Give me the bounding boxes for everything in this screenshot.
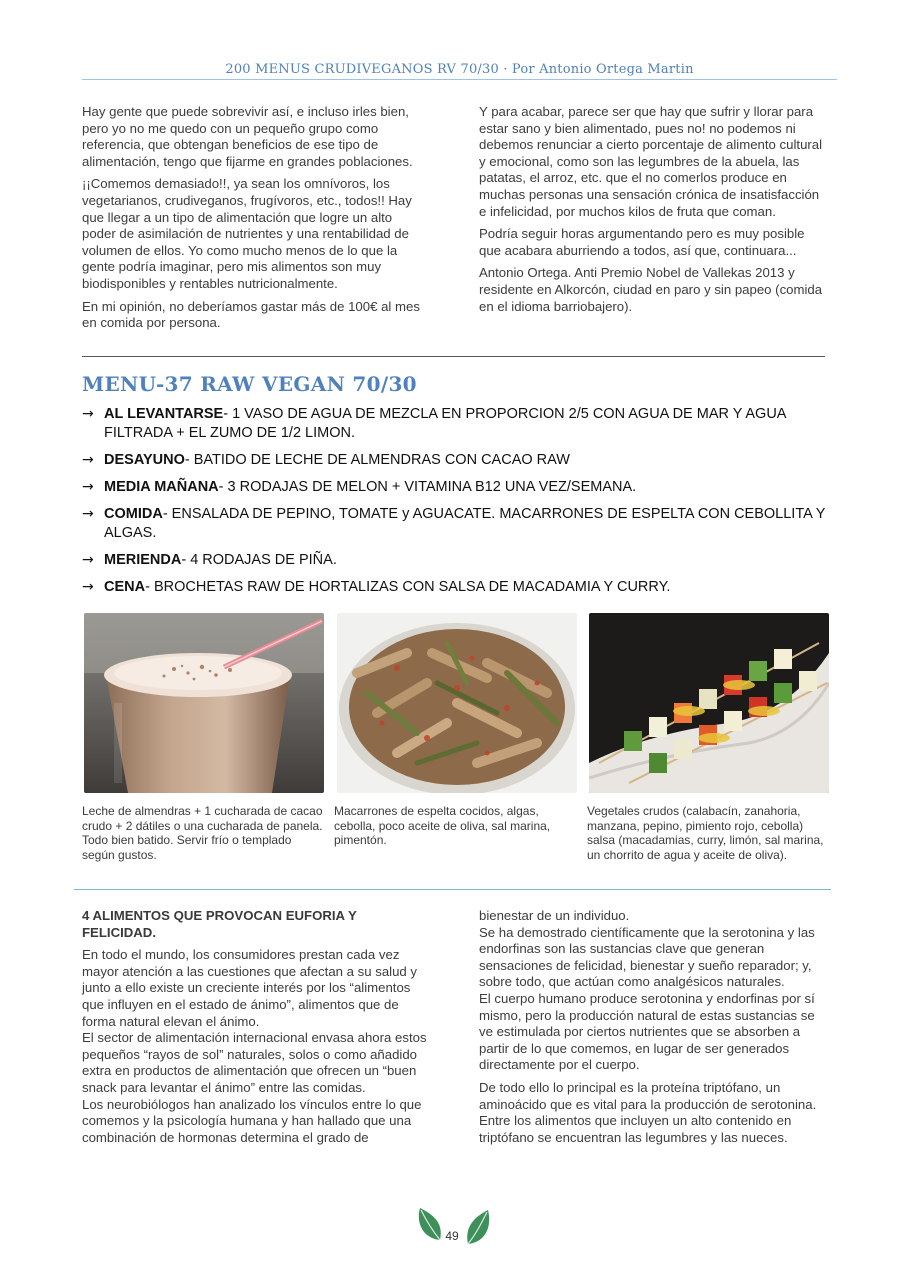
paragraph: Se ha demostrado científicamente que la serotonina y las endorfinas son las sustancias clave que generan sensaciones de felicidad, bienestar y sueño reparador; y, sobre todo, que actúan como analgésicos naturales. (479, 924, 815, 990)
paragraph: El sector de alimentación internacional envasa ahora estos pequeños “rayos de sol” naturales, solos o como añadido extra en productos de alimentación que ofrecen un “buen snack para levantar el ánimo” entre las comidas. (82, 1030, 427, 1095)
paragraph: ¡¡Comemos demasiado!!, ya sean los omnívoros, los vegetarianos, crudiveganos, frugívoros, etc., todos!! Hay que llegar a un tipo de alimentación que logre un alto poder de asimilación de nutrientes y una rentabilidad de volumen de ellos. Yo como mucho menos de lo que la gente podría imaginar, pero mis alimentos son muy biodisponibles y rentables nutricionalmente. (82, 176, 412, 291)
menu-item-key: DESAYUNO (104, 452, 185, 468)
menu-item-key: COMIDA (104, 506, 163, 522)
paragraph: Y para acabar, parece ser que hay que sufrir y llorar para estar sano y bien alimentado, pues no! no podemos ni debemos renunciar a cierto porcentaje de alimento cultural y emocional, como son las legumbres de la abuela, las patatas, el arroz, etc. que el no comerlos produce en muchas personas una sensación crónica de insatisfacción e infelicidad, por muchos kilos de fruta que coman. (479, 104, 823, 219)
paragraph: Hay gente que puede sobrevivir así, e incluso irles bien, pero yo no me quedo con un pequeño grupo como referencia, que obtengan beneficios de ese tipo de alimentación, tengo que fijarme en grandes poblaciones. (82, 104, 413, 169)
section-divider (74, 889, 831, 890)
photo-caption: Leche de almendras + 1 cucharada de cacao crudo + 2 dátiles o una cucharada de panela. Todo bien batido. Servir frío o templado según gustos. (82, 804, 323, 862)
menu-item-key: AL LEVANTARSE (104, 406, 224, 422)
paragraph: De todo ello lo principal es la proteína triptófano, un aminoácido que es vital para la producción de serotonina. Entre los alimentos que incluyen un alto contenido en triptófano se encuentran las legumbres y las nueces. (479, 1079, 817, 1145)
menu-list (82, 405, 832, 605)
photo-almond-milk-shake (84, 613, 324, 793)
photo-spelt-macaroni (337, 613, 577, 793)
arrow-icon: → (82, 552, 94, 568)
intro-left-column (82, 104, 428, 338)
menu-item-text: - ENSALADA DE PEPINO, TOMATE y AGUACATE. MACARRONES DE ESPELTA CON CEBOLLITA Y ALGAS. (104, 506, 826, 541)
menu-item-text: - 3 RODAJAS DE MELON + VITAMINA B12 UNA VEZ/SEMANA. (218, 479, 637, 495)
menu-item-text: - BATIDO DE LECHE DE ALMENDRAS CON CACAO RAW (184, 452, 570, 468)
arrow-icon: → (82, 506, 94, 522)
paragraph: En todo el mundo, los consumidores prestan cada vez mayor atención a las cuestiones que afectan a su salud y junto a ello existe un creciente interés por los “alimentos que influyen en el estado de ánimo”, alimentos que de forma natural elevan el ánimo. (82, 947, 418, 1029)
article-right-column (479, 908, 825, 1152)
arrow-icon: → (82, 406, 94, 422)
photo-caption: Macarrones de espelta cocidos, algas, cebolla, poco aceite de oliva, sal marina, pimentón. (334, 804, 551, 848)
paragraph: El cuerpo humano produce serotonina y endorfinas por sí mismo, pero la producción natural de estas sustancias se ve estimulada por ciertos nutrientes que se absorben a partir de lo que comemos, en lugar de ser generados directamente por el cuerpo. (479, 990, 815, 1073)
intro-right-column (479, 104, 825, 321)
menu-item-key: CENA (104, 579, 146, 595)
paragraph: En mi opinión, no deberíamos gastar más de 100€ al mes en comida por persona. (82, 298, 420, 331)
article-heading: 4 ALIMENTOS QUE PROVOCAN EUFORIA Y FELICIDAD. (82, 908, 357, 940)
menu-item-cena (82, 578, 832, 597)
paragraph: Los neurobiólogos han analizado los vínculos entre lo que comemos y la psicología humana y han hallado que una combinación de hormonas determina el grado de (82, 1096, 422, 1145)
page-number: 49 (445, 1229, 459, 1243)
article-left-column (82, 908, 428, 1146)
photo-vegetable-skewers (589, 613, 829, 793)
header-rule (82, 79, 837, 80)
menu-item-text: - 4 RODAJAS DE PIÑA. (181, 552, 337, 568)
menu-item-desayuno (82, 451, 832, 470)
arrow-icon: → (82, 452, 94, 468)
section-divider (82, 356, 825, 357)
menu-item-key: MEDIA MAÑANA (104, 479, 219, 495)
arrow-icon: → (82, 479, 94, 495)
menu-item-comida (82, 505, 832, 543)
paragraph: Podría seguir horas argumentando pero es muy posible que acabara aburriendo a todos, así que, continuara... (479, 226, 805, 258)
paragraph: Antonio Ortega. Anti Premio Nobel de Vallekas 2013 y residente en Alkorcón, ciudad en paro y sin papeo (comida en el idioma barriobajero). (479, 265, 823, 314)
menu-item-key: MERIENDA (104, 552, 182, 568)
menu-item-text: - BROCHETAS RAW DE HORTALIZAS CON SALSA DE MACADAMIA Y CURRY. (145, 579, 671, 595)
menu-title: MENU-37 RAW VEGAN 70/30 (82, 372, 417, 396)
photo-caption: Vegetales crudos (calabacín, zanahoria, manzana, pepino, pimiento rojo, cebolla) salsa (macadamias, curry, limón, sal marina, un chorrito de agua y aceite de oliva). (587, 804, 824, 862)
running-header: 200 MENUS CRUDIVEGANOS RV 70/30 · Por Antonio Ortega Martin (225, 62, 694, 77)
menu-item-merienda (82, 551, 832, 570)
arrow-icon: → (82, 579, 94, 595)
menu-item-media-manana (82, 478, 832, 497)
menu-item-text: - 1 VASO DE AGUA DE MEZCLA EN PROPORCION 2/5 CON AGUA DE MAR Y AGUA FILTRADA + EL ZUMO DE 1/2 LIMON. (104, 406, 786, 441)
menu-item-al-levantarse (82, 405, 832, 443)
paragraph: bienestar de un individuo. (479, 908, 630, 923)
